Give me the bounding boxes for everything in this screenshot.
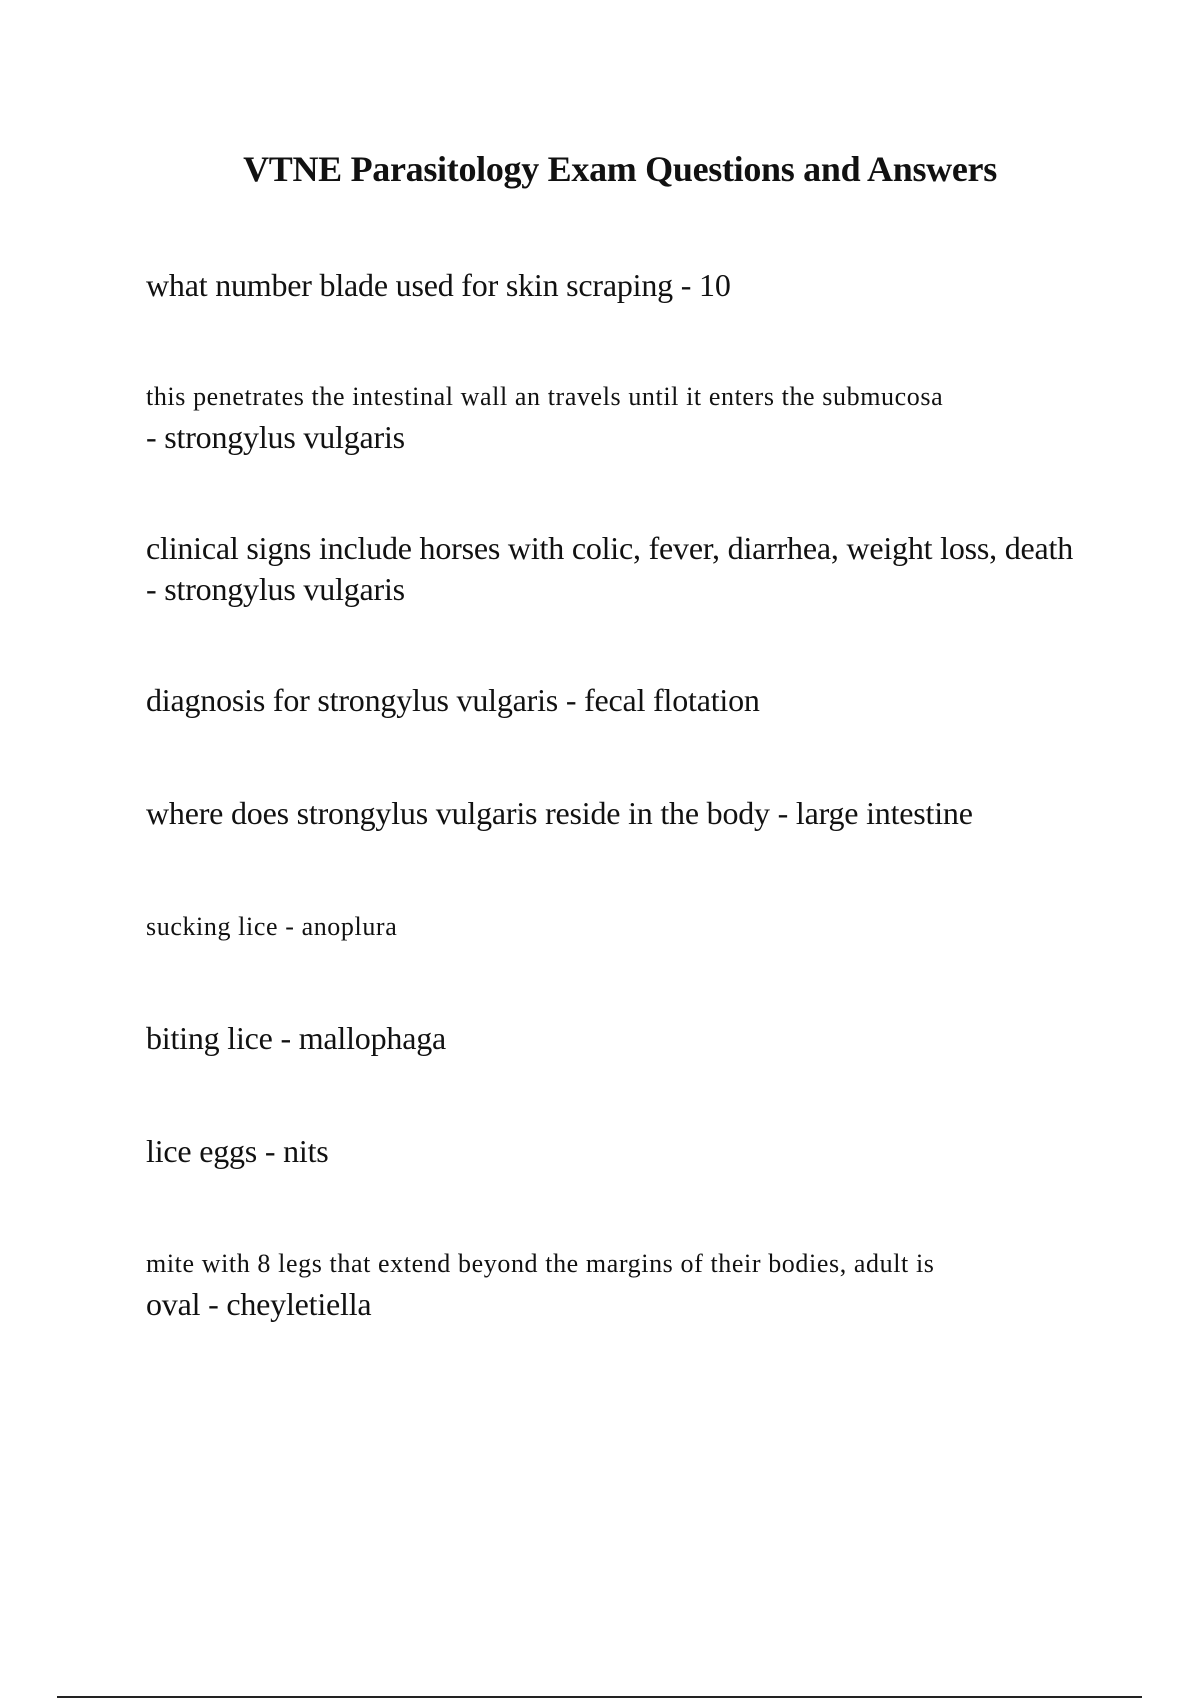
qa-item (146, 1131, 1086, 1172)
qa-item (146, 1018, 1086, 1059)
qa-item (146, 528, 1086, 610)
page-bottom-divider (57, 1696, 1142, 1698)
qa-text: lice eggs - nits (146, 1133, 329, 1169)
qa-text: clinical signs include horses with colic, fever, diarrhea, weight loss, death - strongylus vulgaris (146, 530, 1074, 607)
qa-answer: - strongylus vulgaris (146, 419, 405, 455)
qa-item (146, 793, 1086, 834)
qa-item (146, 680, 1086, 721)
qa-item (146, 376, 1086, 460)
qa-answer: oval - cheyletiella (146, 1286, 372, 1322)
page-title: VTNE Parasitology Exam Questions and Answers (243, 149, 997, 189)
qa-text: sucking lice - anoplura (146, 912, 398, 941)
qa-text: where does strongylus vulgaris reside in the body - large intestine (146, 795, 973, 831)
qa-item (146, 265, 1086, 306)
qa-item (146, 906, 1086, 947)
qa-question: mite with 8 legs that extend beyond the margins of their bodies, adult is (146, 1249, 935, 1278)
qa-item (146, 1243, 1086, 1327)
qa-text: diagnosis for strongylus vulgaris - fecal flotation (146, 682, 760, 718)
qa-question: this penetrates the intestinal wall an travels until it enters the submucosa (146, 382, 944, 411)
qa-text: what number blade used for skin scraping - 10 (146, 267, 731, 303)
qa-text: biting lice - mallophaga (146, 1020, 446, 1056)
